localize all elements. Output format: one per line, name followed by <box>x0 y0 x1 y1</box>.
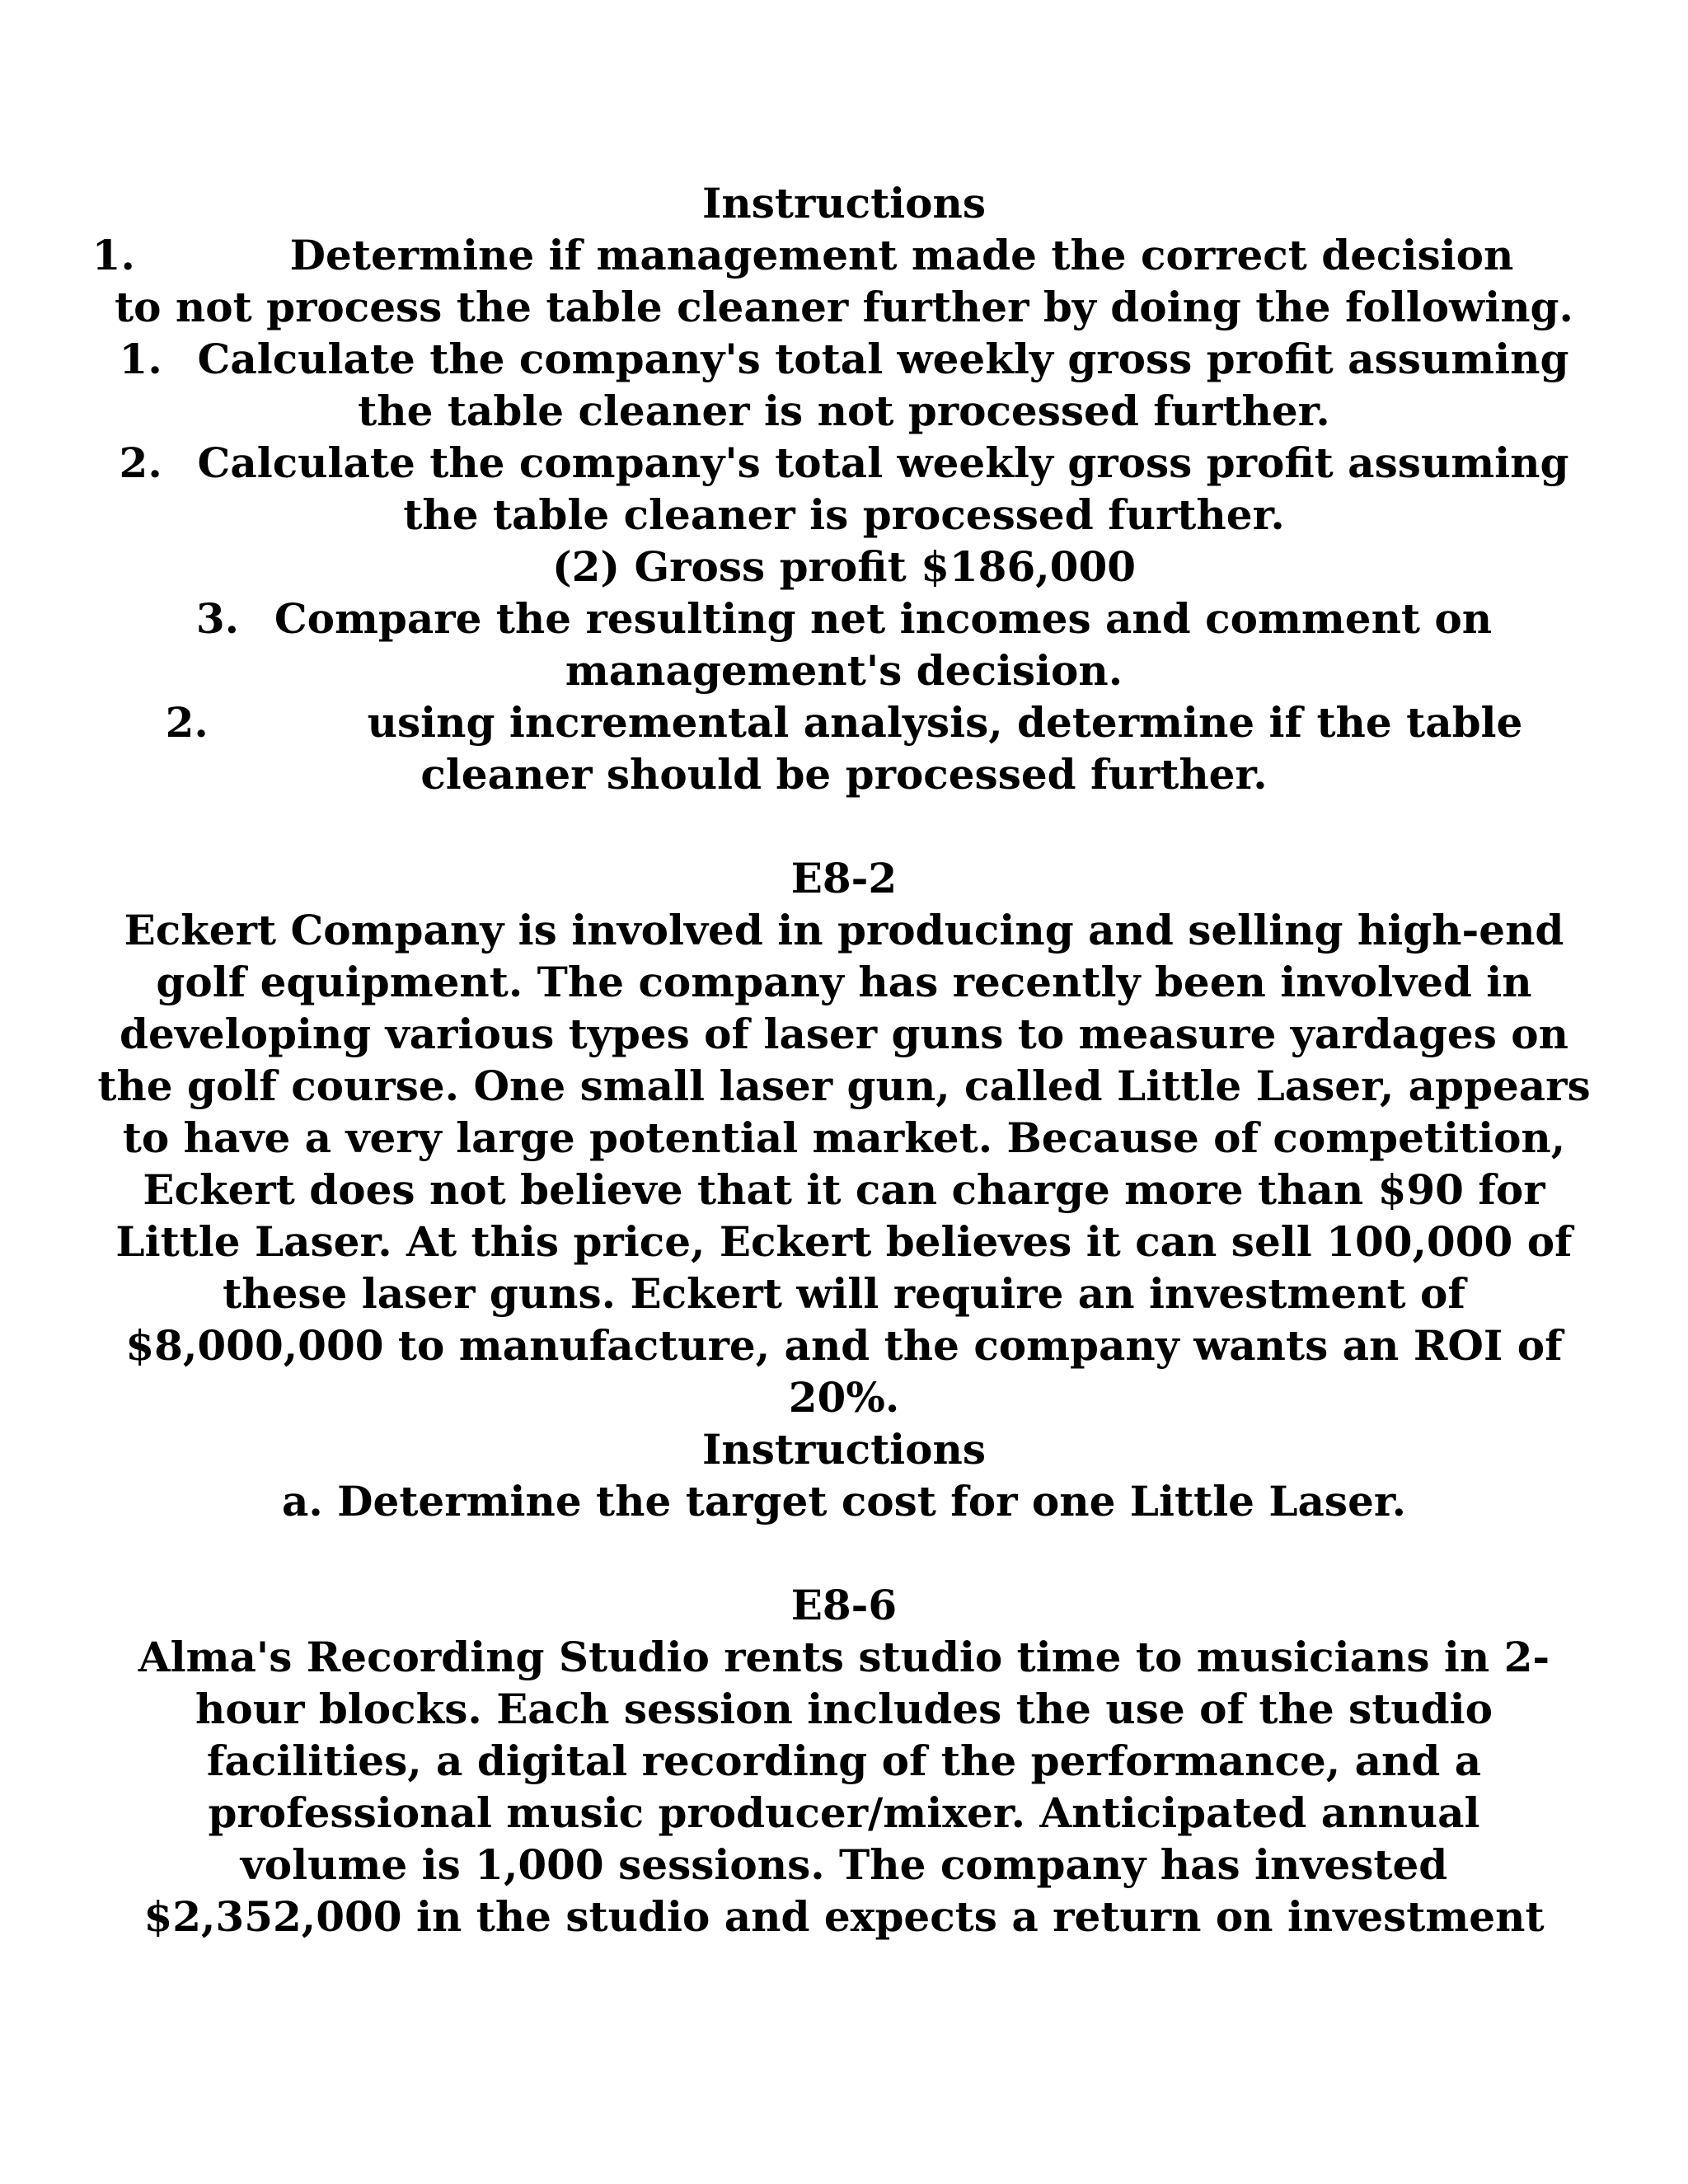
sub-item-2 <box>0 437 1688 489</box>
paragraph-line: professional music producer/mixer. Anticipated annual <box>208 1788 1480 1837</box>
paragraph-line: to have a very large potential market. Because of competition, <box>122 1113 1566 1162</box>
paragraph-line: $8,000,000 to manufacture, and the company wants an ROI of <box>125 1321 1563 1370</box>
exercise-code-e8-6: E8-6 <box>790 1581 898 1629</box>
paragraph-line: facilities, a digital recording of the performance, and a <box>206 1736 1482 1785</box>
paragraph-line: Little Laser. At this price, Eckert believes it can sell 100,000 of <box>115 1217 1573 1266</box>
item-number: 1. <box>119 335 162 383</box>
document-page <box>0 177 1688 1943</box>
instructions-heading: Instructions <box>701 1425 987 1474</box>
paragraph-line: golf equipment. The company has recently been involved in <box>156 958 1532 1006</box>
item-number: 3. <box>195 594 240 643</box>
item-number: 1. <box>91 231 135 279</box>
exercise-code-e8-2: E8-2 <box>790 854 898 902</box>
paragraph-line: these laser guns. Eckert will require an investment of <box>223 1269 1465 1318</box>
sub-item-3 <box>0 593 1688 644</box>
paragraph-line: hour blocks. Each session includes the use of the studio <box>195 1685 1493 1733</box>
paragraph-line: volume is 1,000 sessions. The company has invested <box>240 1840 1448 1889</box>
spacer <box>0 1527 1688 1579</box>
paragraph-line: the golf course. One small laser gun, called Little Laser, appears <box>97 1062 1591 1110</box>
paragraph-line: Eckert does not believe that it can charge more than $90 for <box>143 1165 1545 1214</box>
item-number: 2. <box>119 438 162 487</box>
paragraph-line: developing various types of laser guns to measure yardages on <box>120 1010 1568 1058</box>
sub-item-2-continued: the table cleaner is processed further. <box>403 490 1285 539</box>
instruction-item-2 <box>0 696 1688 748</box>
paragraph-line: 20%. <box>788 1373 900 1422</box>
instructions-heading: Instructions <box>701 179 987 227</box>
paragraph-line: Alma's Recording Studio rents studio time to musicians in 2- <box>138 1633 1550 1681</box>
instruction-item-1-continued: to not process the table cleaner further by doing the following. <box>115 283 1573 331</box>
sub-item-3-continued: management's decision. <box>565 646 1123 695</box>
item-text: Calculate the company's total weekly gross profit assuming <box>197 335 1569 383</box>
item-text: using incremental analysis, determine if the table <box>367 698 1523 747</box>
item-text: Calculate the company's total weekly gross profit assuming <box>197 438 1569 487</box>
paragraph-line: $2,352,000 in the studio and expects a return on investment <box>143 1892 1545 1941</box>
item-text: Determine if management made the correct decision <box>289 231 1514 279</box>
item-text: Compare the resulting net incomes and comment on <box>274 594 1493 643</box>
sub-item-1-continued: the table cleaner is not processed further. <box>358 387 1330 435</box>
spacer <box>0 800 1688 852</box>
instruction-item-1 <box>0 229 1688 281</box>
sub-item-1 <box>0 333 1688 385</box>
instruction-item-2-continued: cleaner should be processed further. <box>420 750 1268 799</box>
task-line: a. Determine the target cost for one Little Laser. <box>281 1477 1407 1526</box>
answer-line: (2) Gross profit $186,000 <box>551 542 1137 591</box>
paragraph-line: Eckert Company is involved in producing and selling high-end <box>124 906 1564 954</box>
item-number: 2. <box>165 698 209 747</box>
